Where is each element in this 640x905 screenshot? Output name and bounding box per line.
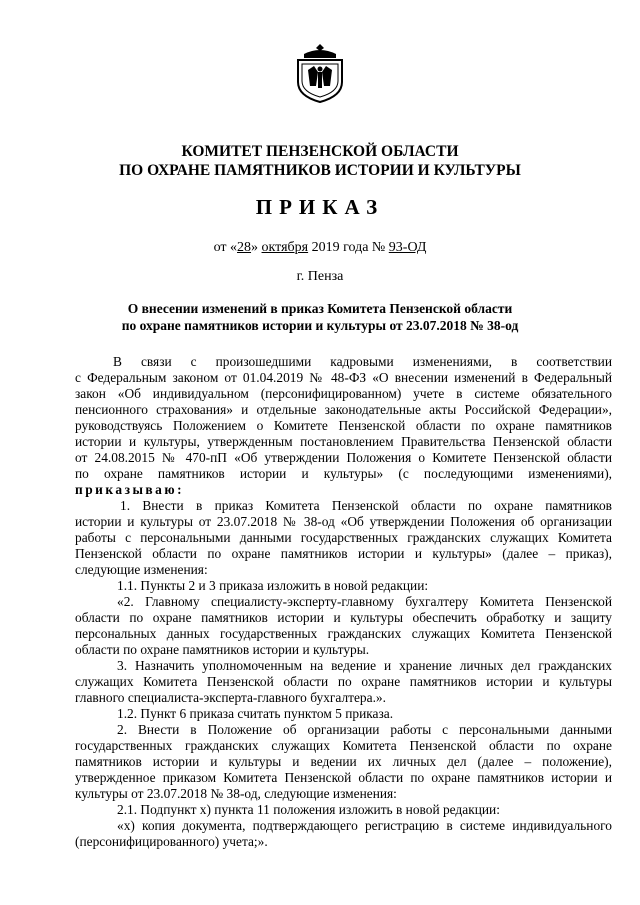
body-line: области по охране памятников истории и культуры обеспечить обработку и защиту bbox=[75, 610, 612, 625]
body-line: памятников истории и культуры и ведении их личных дел (далее – положение), bbox=[75, 754, 612, 769]
body-line: служащих Комитета Пензенской области по охране памятников истории и культуры bbox=[75, 674, 612, 689]
body-line: истории и культуры, утвержденным постановлением Правительства Пензенской области bbox=[75, 434, 612, 449]
date-month: октября bbox=[261, 240, 309, 255]
body-line: по охране памятников истории и культуры» (с последующими изменениями), bbox=[75, 466, 612, 481]
date-prefix: от « bbox=[213, 240, 238, 255]
body-line: 2. Внести в Положение об организации работы с персональными данными bbox=[117, 722, 612, 737]
body-line: от 24.08.2015 № 470-пП «Об утверждении Положения о Комитете Пензенской области bbox=[75, 450, 612, 465]
doc-type-title: ПРИКАЗ bbox=[255, 195, 385, 219]
body-line: персональных данных государственных гражданских служащих Комитета Пензенской bbox=[75, 626, 612, 641]
org-name-line2: ПО ОХРАНЕ ПАМЯТНИКОВ ИСТОРИИ И КУЛЬТУРЫ bbox=[119, 162, 521, 179]
body-line: «х) копия документа, подтверждающего регистрацию в системе индивидуального bbox=[117, 818, 612, 833]
body-line: пенсионного страхования» и отдельные законодательные акты Российской Федерации», bbox=[75, 402, 612, 417]
body-line: «2. Главному специалисту-эксперту-главному бухгалтеру Комитета Пензенской bbox=[117, 594, 612, 609]
date-day: 28 bbox=[237, 240, 252, 255]
org-name-line1: КОМИТЕТ ПЕНЗЕНСКОЙ ОБЛАСТИ bbox=[181, 143, 459, 160]
subject-line1: О внесении изменений в приказ Комитета Пензенской области bbox=[127, 301, 513, 316]
body-line: 2.1. Подпункт х) пункта 11 положения изложить в новой редакции: bbox=[117, 802, 500, 817]
body-line: области по охране памятников истории и культуры. bbox=[75, 642, 370, 657]
body-line: культуры от 23.07.2018 № 38-од, следующие изменения: bbox=[75, 786, 397, 801]
body-line: следующие изменения: bbox=[75, 562, 208, 577]
date-mid1: » bbox=[251, 240, 262, 255]
date-mid2: 2019 года № bbox=[308, 240, 389, 255]
body-line: Пензенской области по охране памятников истории и культуры» (далее – приказ), bbox=[75, 546, 612, 561]
city: г. Пенза bbox=[296, 269, 344, 284]
body-line: (персонифицированного) учета;». bbox=[75, 834, 268, 849]
coat-of-arms-emblem bbox=[294, 42, 346, 104]
body-line: работы с персональными данными государственных гражданских служащих Комитета bbox=[75, 530, 612, 545]
body-line: В связи с произошедшими кадровыми изменениями, в соответствии bbox=[113, 354, 612, 369]
doc-number: 93-ОД bbox=[388, 240, 427, 255]
body-line: 1.2. Пункт 6 приказа считать пунктом 5 приказа. bbox=[117, 706, 394, 721]
body-line: главного специалиста-эксперта-главного бухгалтера.». bbox=[75, 690, 386, 705]
body-line: 3. Назначить уполномоченным на ведение и хранение личных дел гражданских bbox=[117, 658, 612, 673]
body-line: закон «Об индивидуальном (персонифицированном) учете в системе обязательного bbox=[75, 386, 612, 401]
body-line: с Федеральным законом от 01.04.2019 № 48-ФЗ «О внесении изменений в Федеральный bbox=[75, 370, 612, 385]
subject-line2: по охране памятников истории и культуры от 23.07.2018 № 38-од bbox=[121, 318, 519, 333]
body-line: руководствуясь Положением о Комитете Пензенской области по охране памятников bbox=[75, 418, 612, 433]
body-line: утвержденное приказом Комитета Пензенской области по охране памятников истории и bbox=[75, 770, 612, 785]
date-number-line bbox=[0, 240, 640, 256]
body-line: 1. Внести в приказ Комитета Пензенской области по охране памятников bbox=[120, 498, 612, 513]
body-line: 1.1. Пункты 2 и 3 приказа изложить в новой редакции: bbox=[117, 578, 429, 593]
body-line: истории и культуры от 23.07.2018 № 38-од «Об утверждении Положения об организации bbox=[75, 514, 612, 529]
body-line: государственных гражданских служащих Комитета Пензенской области по охране bbox=[75, 738, 612, 753]
order-keyword: приказываю: bbox=[75, 482, 185, 497]
